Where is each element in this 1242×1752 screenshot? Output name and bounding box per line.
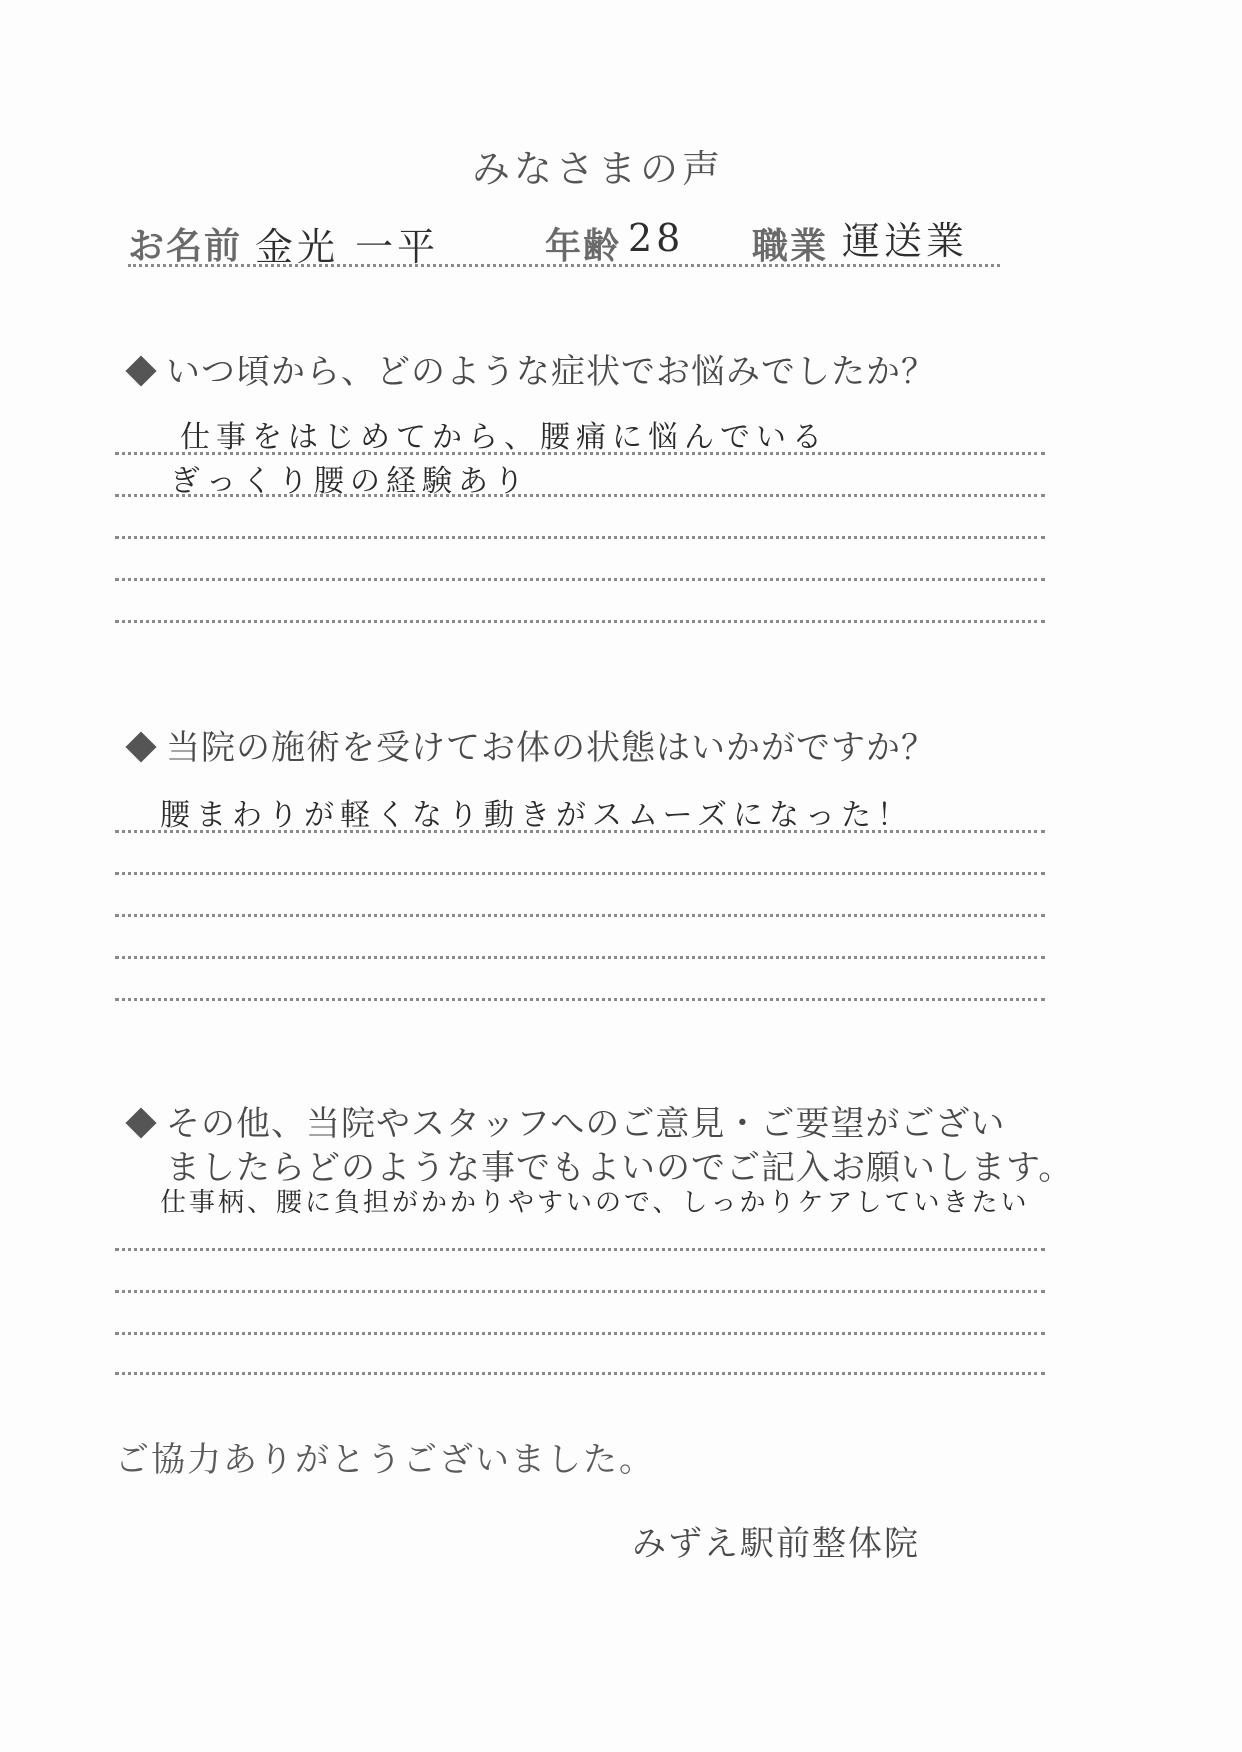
answer-line [115, 1290, 1045, 1293]
header-underline [128, 264, 1000, 267]
answer-line [115, 1372, 1045, 1375]
thanks-message: ご協力ありがとうございました。 [115, 1440, 655, 1480]
name-value: 金光 一平 [255, 225, 440, 269]
answer-line [115, 830, 1045, 833]
question-2-text: 当院の施術を受けてお体の状態はいかがですか？ [166, 728, 936, 768]
question-3-text-1: その他、当院やスタッフへのご意見・ご要望がござい [166, 1104, 1006, 1144]
answer-line [115, 998, 1045, 1001]
answer-line [115, 620, 1045, 623]
page-title: みなさまの声 [472, 147, 725, 191]
job-value: 運送業 [842, 219, 969, 263]
name-label: お名前 [128, 226, 243, 267]
diamond-bullet-icon [125, 355, 156, 386]
answer-line [115, 1248, 1045, 1251]
answer-line [115, 494, 1045, 497]
question-3-text-2: ましたらどのような事でもよいのでご記入お願いします。 [166, 1148, 1074, 1188]
question-3-line-1 [130, 1096, 1005, 1145]
answer-1-line-1: 仕事をはじめてから、腰痛に悩んでいる [180, 420, 828, 455]
question-1 [130, 344, 936, 393]
answer-line [115, 452, 1045, 455]
answer-3-line-1: 仕事柄、腰に負担がかかりやすいので、しっかりケアしていきたい [160, 1188, 1030, 1218]
age-value: 28 [628, 216, 685, 260]
diamond-bullet-icon [125, 1107, 156, 1138]
job-label: 職業 [752, 226, 829, 267]
diamond-bullet-icon [125, 731, 156, 762]
answer-line [115, 1332, 1045, 1335]
question-2 [130, 720, 936, 769]
answer-line [115, 536, 1045, 539]
clinic-name: みずえ駅前整体院 [632, 1524, 920, 1564]
question-1-text: いつ頃から、どのような症状でお悩みでしたか？ [166, 352, 936, 392]
answer-2-line-1: 腰まわりが軽くなり動きがスムーズになった！ [160, 798, 913, 833]
age-label: 年齢 [545, 226, 622, 267]
answer-line [115, 914, 1045, 917]
answer-line [115, 872, 1045, 875]
answer-line [115, 956, 1045, 959]
answer-line [115, 578, 1045, 581]
answer-1-line-2: ぎっくり腰の経験あり [170, 464, 530, 499]
